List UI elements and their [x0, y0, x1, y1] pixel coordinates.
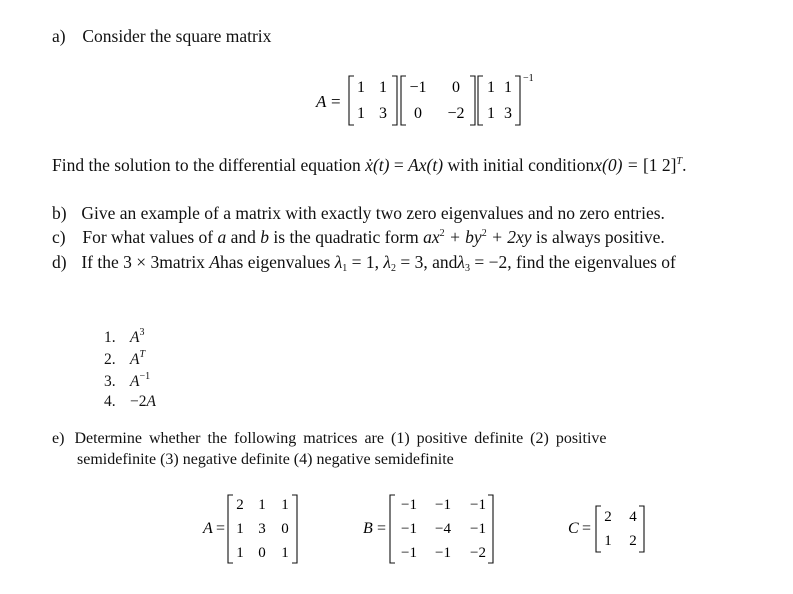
- c-cell: 1: [604, 533, 612, 549]
- matrix-A-equals: =: [331, 92, 341, 111]
- m2-cell: −2: [447, 105, 465, 122]
- a-cell: 0: [258, 545, 266, 561]
- b-cell: −1: [401, 521, 417, 537]
- m2-cell: −1: [409, 79, 427, 96]
- part-c-label: c): [52, 227, 66, 247]
- initial-vector: [1 2]: [642, 155, 677, 175]
- list-item: 2. $A^T$: [104, 349, 146, 368]
- part-c-t2: is the quadratic form: [273, 227, 419, 247]
- part-b: [52, 203, 665, 224]
- m1-cell: 1: [357, 79, 365, 96]
- part-e-line-1: [52, 430, 607, 448]
- part-d-t1: If the: [81, 252, 119, 272]
- part-c: [52, 227, 665, 248]
- eigenvalues: $\lambda_1 = 1$, $\lambda_2 = 3$, andλ$_3$ = −2: [334, 252, 508, 274]
- matrix-name: A: [209, 252, 221, 272]
- m2-cell: 0: [414, 105, 422, 122]
- xdot: ẋ(t): [365, 155, 390, 175]
- matrix-C-brackets: [596, 506, 644, 552]
- list-item: 1. $A^3$: [104, 327, 145, 346]
- matrix-C-label: C: [568, 520, 579, 537]
- part-a-intro: Consider the square matrix: [82, 26, 272, 46]
- part-e-line-2: [77, 451, 454, 469]
- matrix-A-label: A: [203, 520, 213, 537]
- equals: =: [377, 520, 387, 537]
- m3-cell: 1: [487, 79, 495, 96]
- b-cell: −1: [401, 545, 417, 561]
- part-d-t4: , find the eigenvalues of: [507, 252, 676, 272]
- a-cell: 1: [281, 545, 289, 561]
- transpose-exponent: T: [676, 156, 683, 167]
- b-cell: −1: [470, 497, 486, 513]
- part-d-t2: matrix: [159, 252, 205, 272]
- a-cell: 1: [236, 521, 244, 537]
- part-b-text: Give an example of a matrix with exactly two zero eigenvalues and no zero entries.: [81, 203, 665, 223]
- inverse-exponent: −1: [523, 73, 534, 84]
- with-text: with initial condition: [447, 155, 595, 175]
- a-cell: 2: [236, 497, 244, 513]
- period: .: [682, 155, 687, 175]
- find-text: Find the solution to the differential equation: [52, 155, 361, 175]
- part-e-text-2: semidefinite (3) negative definite (4) negative semidefinite: [77, 451, 454, 468]
- a-cell: 3: [258, 521, 266, 537]
- part-b-label: b): [52, 203, 67, 223]
- c-cell: 4: [629, 509, 637, 525]
- part-d-t3: has eigenvalues: [220, 252, 331, 272]
- b-cell: −1: [401, 497, 417, 513]
- matrix-A-definition: [300, 70, 540, 130]
- quadratic-form: $ax^2 + by^2 + 2xy$: [423, 227, 532, 247]
- part-e-text-1: Determine whether the following matrices are (1) positive definite (2) positive: [74, 430, 607, 447]
- c-cell: 2: [604, 509, 612, 525]
- part-a-heading: [52, 26, 271, 47]
- m2-cell: 0: [452, 79, 460, 96]
- part-e-matrices: [195, 490, 665, 570]
- m1-cell: 1: [379, 79, 387, 96]
- a-cell: 0: [281, 521, 289, 537]
- list-item: 3. $A^{-1}$: [104, 371, 151, 390]
- b-cell: −1: [470, 521, 486, 537]
- part-a-question: [52, 155, 686, 176]
- and: and: [230, 227, 256, 247]
- equals: =: [216, 520, 226, 537]
- m3-cell: 1: [504, 79, 512, 96]
- dimension: 3 × 3: [123, 252, 160, 272]
- part-d-label: d): [52, 252, 67, 272]
- b-cell: −1: [435, 497, 451, 513]
- ax-term: Ax(t): [408, 155, 444, 175]
- matrix-B-label: B: [363, 520, 373, 537]
- m1-cell: 1: [357, 105, 365, 122]
- m3-cell: 1: [487, 105, 495, 122]
- list-item: 4. −2A: [104, 393, 156, 410]
- part-c-t3: is always positive.: [535, 227, 665, 247]
- m1-cell: 3: [379, 105, 387, 122]
- a-cell: 1: [281, 497, 289, 513]
- var-b: b: [260, 227, 270, 247]
- c-cell: 2: [629, 533, 637, 549]
- b-cell: −1: [435, 545, 451, 561]
- a-cell: 1: [236, 545, 244, 561]
- part-a-label: a): [52, 26, 66, 46]
- a-cell: 1: [258, 497, 266, 513]
- equals: =: [582, 520, 592, 537]
- equals: =: [393, 155, 404, 175]
- part-e-label: e): [52, 430, 65, 447]
- var-a: a: [217, 227, 227, 247]
- x0: x(0) =: [594, 155, 639, 175]
- b-cell: −4: [435, 521, 451, 537]
- part-c-t1: For what values of: [82, 227, 214, 247]
- part-d: [52, 252, 676, 274]
- matrix-A-name: A: [316, 92, 327, 111]
- b-cell: −2: [470, 545, 486, 561]
- m3-cell: 3: [504, 105, 512, 122]
